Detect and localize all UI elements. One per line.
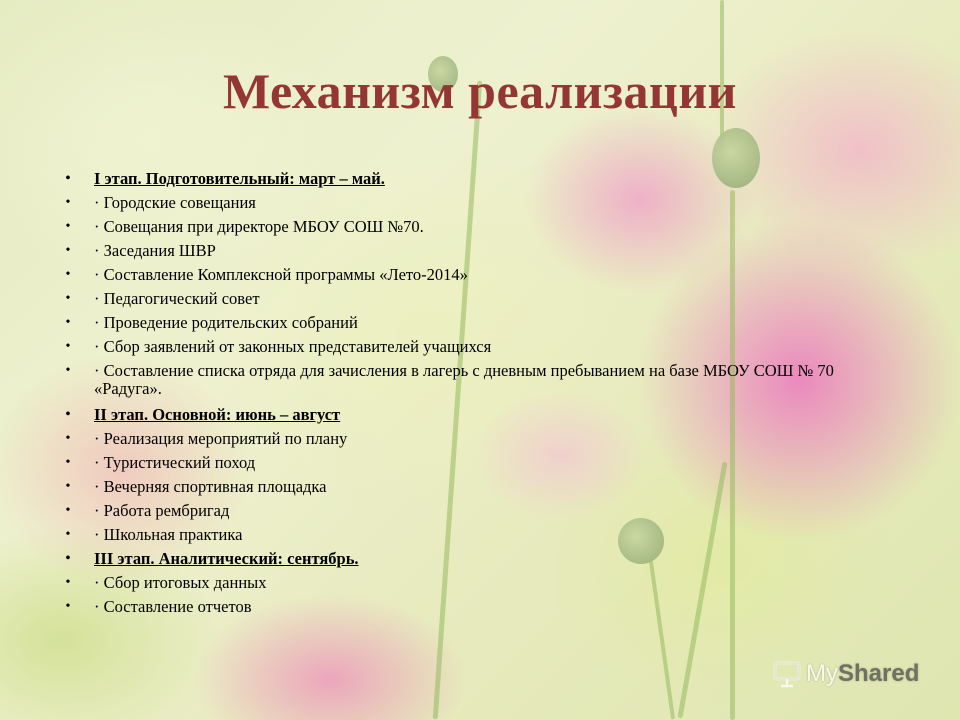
- list-item: [60, 242, 900, 260]
- bullet: •: [65, 407, 71, 422]
- list-item: [60, 598, 900, 616]
- list-item: [60, 314, 900, 332]
- bullet: •: [65, 339, 71, 354]
- list-item: [60, 266, 900, 284]
- list-item: [60, 502, 900, 520]
- list-item-text: · Совещания при директоре МБОУ СОШ №70.: [94, 217, 424, 236]
- list-item-text: · Проведение родительских собраний: [94, 313, 358, 332]
- bullet: •: [65, 243, 71, 258]
- list-item-stage-1: [60, 170, 900, 188]
- list-item-text: III этап. Аналитический: сентябрь.: [94, 549, 359, 568]
- list-item: [60, 290, 900, 308]
- list-item-text: II этап. Основной: июнь – август: [94, 405, 341, 424]
- bullet: •: [65, 551, 71, 566]
- list-item-text: I этап. Подготовительный: март – май.: [94, 169, 385, 188]
- slide-title: Механизм реализации: [223, 63, 737, 119]
- list-item-text: · Сбор итоговых данных: [94, 573, 267, 592]
- list-item-text: · Туристический поход: [94, 453, 256, 472]
- bullet: •: [65, 195, 71, 210]
- watermark-shared: Shared: [838, 660, 920, 687]
- watermark-text: [806, 660, 919, 688]
- bullet: •: [65, 363, 71, 378]
- list-item: [60, 478, 900, 496]
- list-item: [60, 526, 900, 544]
- bullet: •: [65, 291, 71, 306]
- myshared-watermark: [772, 656, 932, 692]
- list-item-text: · Школьная практика: [94, 525, 243, 544]
- bullet: •: [65, 219, 71, 234]
- bullet: •: [65, 267, 71, 282]
- list-item: [60, 194, 900, 212]
- bullet: •: [65, 527, 71, 542]
- list-item: [60, 430, 900, 448]
- list-item-text: · Составление отчетов: [94, 597, 252, 616]
- bullet: •: [65, 315, 71, 330]
- list-item-text: · Заседания ШВР: [94, 241, 216, 260]
- list-item: [60, 574, 900, 592]
- watermark-my: My: [806, 660, 838, 687]
- bullet: •: [65, 455, 71, 470]
- list-item: [60, 454, 900, 472]
- list-item-text: · Реализация мероприятий по плану: [94, 429, 348, 448]
- bullet: •: [65, 575, 71, 590]
- bullet: •: [65, 171, 71, 186]
- list-item: [60, 362, 894, 398]
- stages-list: [60, 170, 900, 622]
- list-item-stage-2: [60, 406, 900, 424]
- list-item-text: · Составление списка отряда для зачисления в лагерь с дневным пребыванием на базе МБОУ СОШ № 70 «Радуга».: [94, 361, 834, 398]
- list-item-text: · Работа рембригад: [94, 501, 230, 520]
- list-item-text: · Городские совещания: [94, 193, 256, 212]
- list-item: [60, 218, 900, 236]
- list-item-text: · Сбор заявлений от законных представителей учащихся: [94, 337, 492, 356]
- bullet: •: [65, 431, 71, 446]
- list-item-text: · Составление Комплексной программы «Лето-2014»: [94, 265, 468, 284]
- bullet: •: [65, 599, 71, 614]
- presentation-board-icon: [772, 660, 802, 688]
- bullet: •: [65, 479, 71, 494]
- list-item-stage-3: [60, 550, 900, 568]
- list-item-text: · Вечерняя спортивная площадка: [94, 477, 327, 496]
- bullet: •: [65, 503, 71, 518]
- list-item: [60, 338, 900, 356]
- list-item-text: · Педагогический совет: [94, 289, 260, 308]
